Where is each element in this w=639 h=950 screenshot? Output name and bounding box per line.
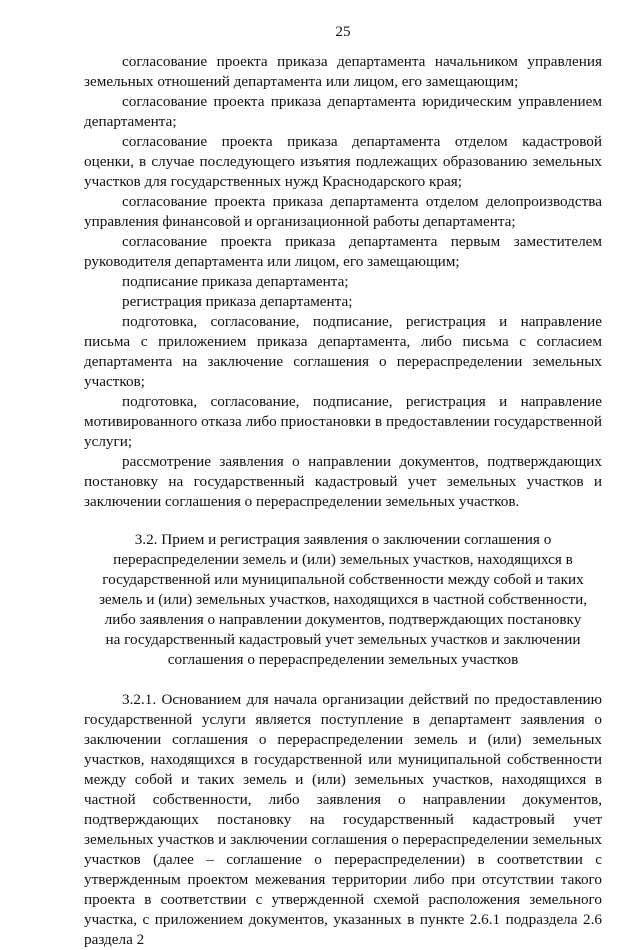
- list-item: регистрация приказа департамента;: [122, 293, 353, 310]
- body-paragraph: 3.2.1. Основанием для начала организации действий по предоставлению государственной услуги является поступление в департамент заявления о заключении соглашения о перераспределении земель и (или) земельных участков, находящихся в государственной или муниципальной собственности между собой и таких земель и (или) земельных участков, находящихся в частной собственности, либо заявления о направлении документов, подтверждающих постановку на государственный кадастровый учет земельных участков и заключении соглашения о перераспределении земельных участков (далее – соглашение о перераспределении) в соответствии с утвержденным проектом межевания территории либо при отсутствии такого проекта в соответствии с утвержденной схемой расположения земельного участка, с приложением документов, указанных в пункте 2.6.1 подраздела 2.6 раздела 2: [84, 691, 602, 948]
- procedure-list: [84, 52, 602, 512]
- list-item: подготовка, согласование, подписание, регистрация и направление мотивированного отказа либо приостановки в предоставлении государственной услуги;: [84, 393, 602, 450]
- list-item: согласование проекта приказа департамента первым заместителем руководителя департамента или лицом, его замещающим;: [84, 233, 602, 270]
- list-item: согласование проекта приказа департамента отделом делопроизводства управления финансовой и организационной работы департамента;: [84, 193, 602, 230]
- list-item: подписание приказа департамента;: [122, 273, 349, 290]
- list-item: подготовка, согласование, подписание, регистрация и направление письма с приложением приказа департамента, либо письма с согласием департамента на заключение соглашения о перераспределении земельных участков;: [84, 313, 602, 390]
- list-item: рассмотрение заявления о направлении документов, подтверждающих постановку на государственный кадастровый учет земельных участков и заключении соглашения о перераспределении земельных участков.: [84, 453, 602, 510]
- list-item: согласование проекта приказа департамента начальником управления земельных отношений департамента или лицом, его замещающим;: [84, 53, 602, 90]
- list-item: согласование проекта приказа департамента юридическим управлением департамента;: [84, 93, 602, 130]
- document-page: [84, 22, 602, 950]
- section-heading: 3.2. Прием и регистрация заявления о заключении соглашения о перераспределении земель и (или) земельных участков, находящихся в государственной или муниципальной собственности между собой и таких земель и (или) земельных участков, находящихся в частной собственности, либо заявления о направлении документов, подтверждающих постановку на государственный кадастровый учет земельных участков и заключении соглашения о перераспределении земельных участков: [98, 531, 588, 668]
- page-number: 25: [335, 23, 351, 40]
- list-item: согласование проекта приказа департамента отделом кадастровой оценки, в случае последующего изъятия подлежащих образованию земельных участков для государственных нужд Краснодарского края;: [84, 133, 602, 190]
